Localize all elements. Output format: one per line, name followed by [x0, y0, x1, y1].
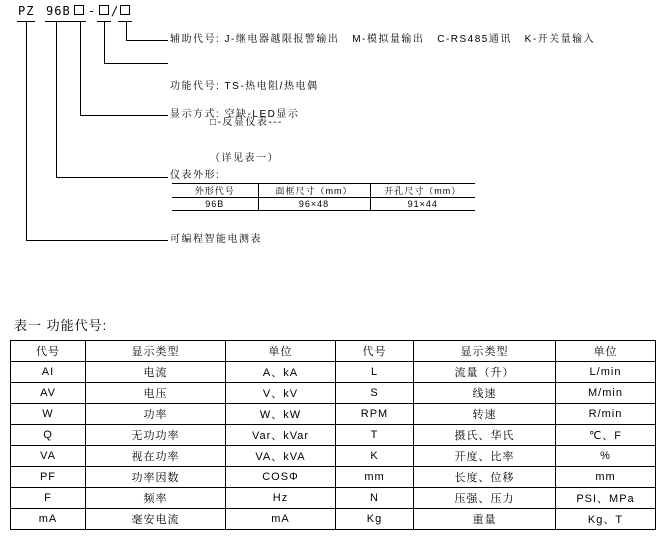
table-cell: 流量（升） — [414, 362, 556, 383]
table-cell: 转速 — [414, 404, 556, 425]
function-code-line1: 功能代号: TS-热电阻/热电偶 — [170, 81, 319, 92]
table-cell: 摄氏、华氏 — [414, 425, 556, 446]
table-cell: S — [336, 383, 414, 404]
table-cell: mm — [556, 467, 656, 488]
table-cell: M/min — [556, 383, 656, 404]
meter-shape-label: 仪表外形: — [170, 170, 221, 181]
shape-table-header-cutout: 开孔尺寸（mm） — [370, 184, 475, 198]
table-row — [11, 509, 656, 530]
table-cell: 视在功率 — [86, 446, 226, 467]
shape-table-header-code: 外形代号 — [172, 184, 258, 198]
table-cell: AI — [11, 362, 86, 383]
table-cell: W、kW — [226, 404, 336, 425]
header-cell: 单位 — [556, 341, 656, 362]
connector-vline-programmable — [26, 22, 27, 240]
table-cell: PF — [11, 467, 86, 488]
shape-table-value-cutout: 91×44 — [370, 198, 475, 211]
table-row — [11, 383, 656, 404]
table-cell: 重量 — [414, 509, 556, 530]
table-cell: AV — [11, 383, 86, 404]
connector-hline-aux — [126, 40, 168, 41]
header-cell: 代号 — [336, 341, 414, 362]
table-cell: 长度、位移 — [414, 467, 556, 488]
programmable-meter-label: 可编程智能电测表 — [170, 234, 262, 245]
table-cell: 电流 — [86, 362, 226, 383]
display-mode-label: 显示方式: 空缺-LED显示 — [170, 109, 300, 120]
connector-vline-display — [80, 22, 81, 115]
table-cell: 电压 — [86, 383, 226, 404]
table-cell: A、kA — [226, 362, 336, 383]
table-cell: R/min — [556, 404, 656, 425]
connector-vline-shape — [56, 22, 57, 177]
table-row — [11, 425, 656, 446]
table-cell: T — [336, 425, 414, 446]
table-cell: 无功功率 — [86, 425, 226, 446]
table-cell: COSΦ — [226, 467, 336, 488]
code-box-display — [72, 4, 86, 22]
table-cell: Kg、T — [556, 509, 656, 530]
table-cell: VA、kVA — [226, 446, 336, 467]
table-cell: N — [336, 488, 414, 509]
shape-table-header-frame: 面框尺寸（mm） — [258, 184, 370, 198]
table-cell: Q — [11, 425, 86, 446]
table-cell: L/min — [556, 362, 656, 383]
table-cell: F — [11, 488, 86, 509]
table-cell: W — [11, 404, 86, 425]
aux-code-label: 辅助代号: J-继电器越限报警输出 M-模拟量输出 C-RS485通讯 K-开关量输入 — [170, 34, 596, 45]
table-cell: Var、kVar — [226, 425, 336, 446]
shape-table-value-frame: 96×48 — [258, 198, 370, 211]
blank-box-icon — [120, 5, 130, 15]
code-box-aux — [118, 4, 132, 22]
table-header-row — [11, 341, 656, 362]
table-cell: Kg — [336, 509, 414, 530]
shape-dimensions-table — [172, 183, 475, 211]
function-code-line2: □-反显仪表--- — [210, 117, 283, 128]
model-size: 96B — [45, 4, 72, 22]
table-cell: 线速 — [414, 383, 556, 404]
function-code-table — [10, 340, 656, 530]
table-row — [11, 446, 656, 467]
dash-separator: - — [88, 4, 97, 18]
slash-separator: / — [111, 4, 120, 18]
header-cell: 显示类型 — [414, 341, 556, 362]
table-cell: PSI、MPa — [556, 488, 656, 509]
table-cell: V、kV — [226, 383, 336, 404]
table-cell: ℃、F — [556, 425, 656, 446]
connector-vline-aux — [126, 22, 127, 40]
table-cell: VA — [11, 446, 86, 467]
header-cell: 单位 — [226, 341, 336, 362]
table-row — [11, 404, 656, 425]
header-cell: 显示类型 — [86, 341, 226, 362]
blank-box-icon — [74, 5, 84, 15]
connector-vline-function — [104, 22, 105, 63]
table-cell: 开度、比率 — [414, 446, 556, 467]
table-cell: mm — [336, 467, 414, 488]
table-cell: mA — [226, 509, 336, 530]
table-cell: Hz — [226, 488, 336, 509]
table-cell: 压强、压力 — [414, 488, 556, 509]
header-cell: 代号 — [11, 341, 86, 362]
table-cell: mA — [11, 509, 86, 530]
blank-box-icon — [99, 5, 109, 15]
table-cell: % — [556, 446, 656, 467]
table-cell: L — [336, 362, 414, 383]
table-cell: 毫安电流 — [86, 509, 226, 530]
code-box-function — [97, 4, 111, 22]
table-one-title: 表一 功能代号: — [14, 318, 108, 333]
table-row — [172, 184, 475, 198]
function-code-line3: （详见表一） — [210, 153, 279, 164]
table-cell: 功率 — [86, 404, 226, 425]
connector-hline-programmable — [26, 240, 168, 241]
connector-hline-display — [80, 115, 168, 116]
table-cell: 频率 — [86, 488, 226, 509]
table-cell: RPM — [336, 404, 414, 425]
connector-hline-function — [104, 63, 168, 64]
table-row — [172, 198, 475, 211]
connector-hline-shape — [56, 177, 168, 178]
table-row — [11, 488, 656, 509]
table-cell: 功率因数 — [86, 467, 226, 488]
table-row — [11, 467, 656, 488]
table-row — [11, 362, 656, 383]
shape-table-value-code: 96B — [172, 198, 258, 211]
model-prefix: PZ — [17, 4, 35, 22]
table-cell: K — [336, 446, 414, 467]
